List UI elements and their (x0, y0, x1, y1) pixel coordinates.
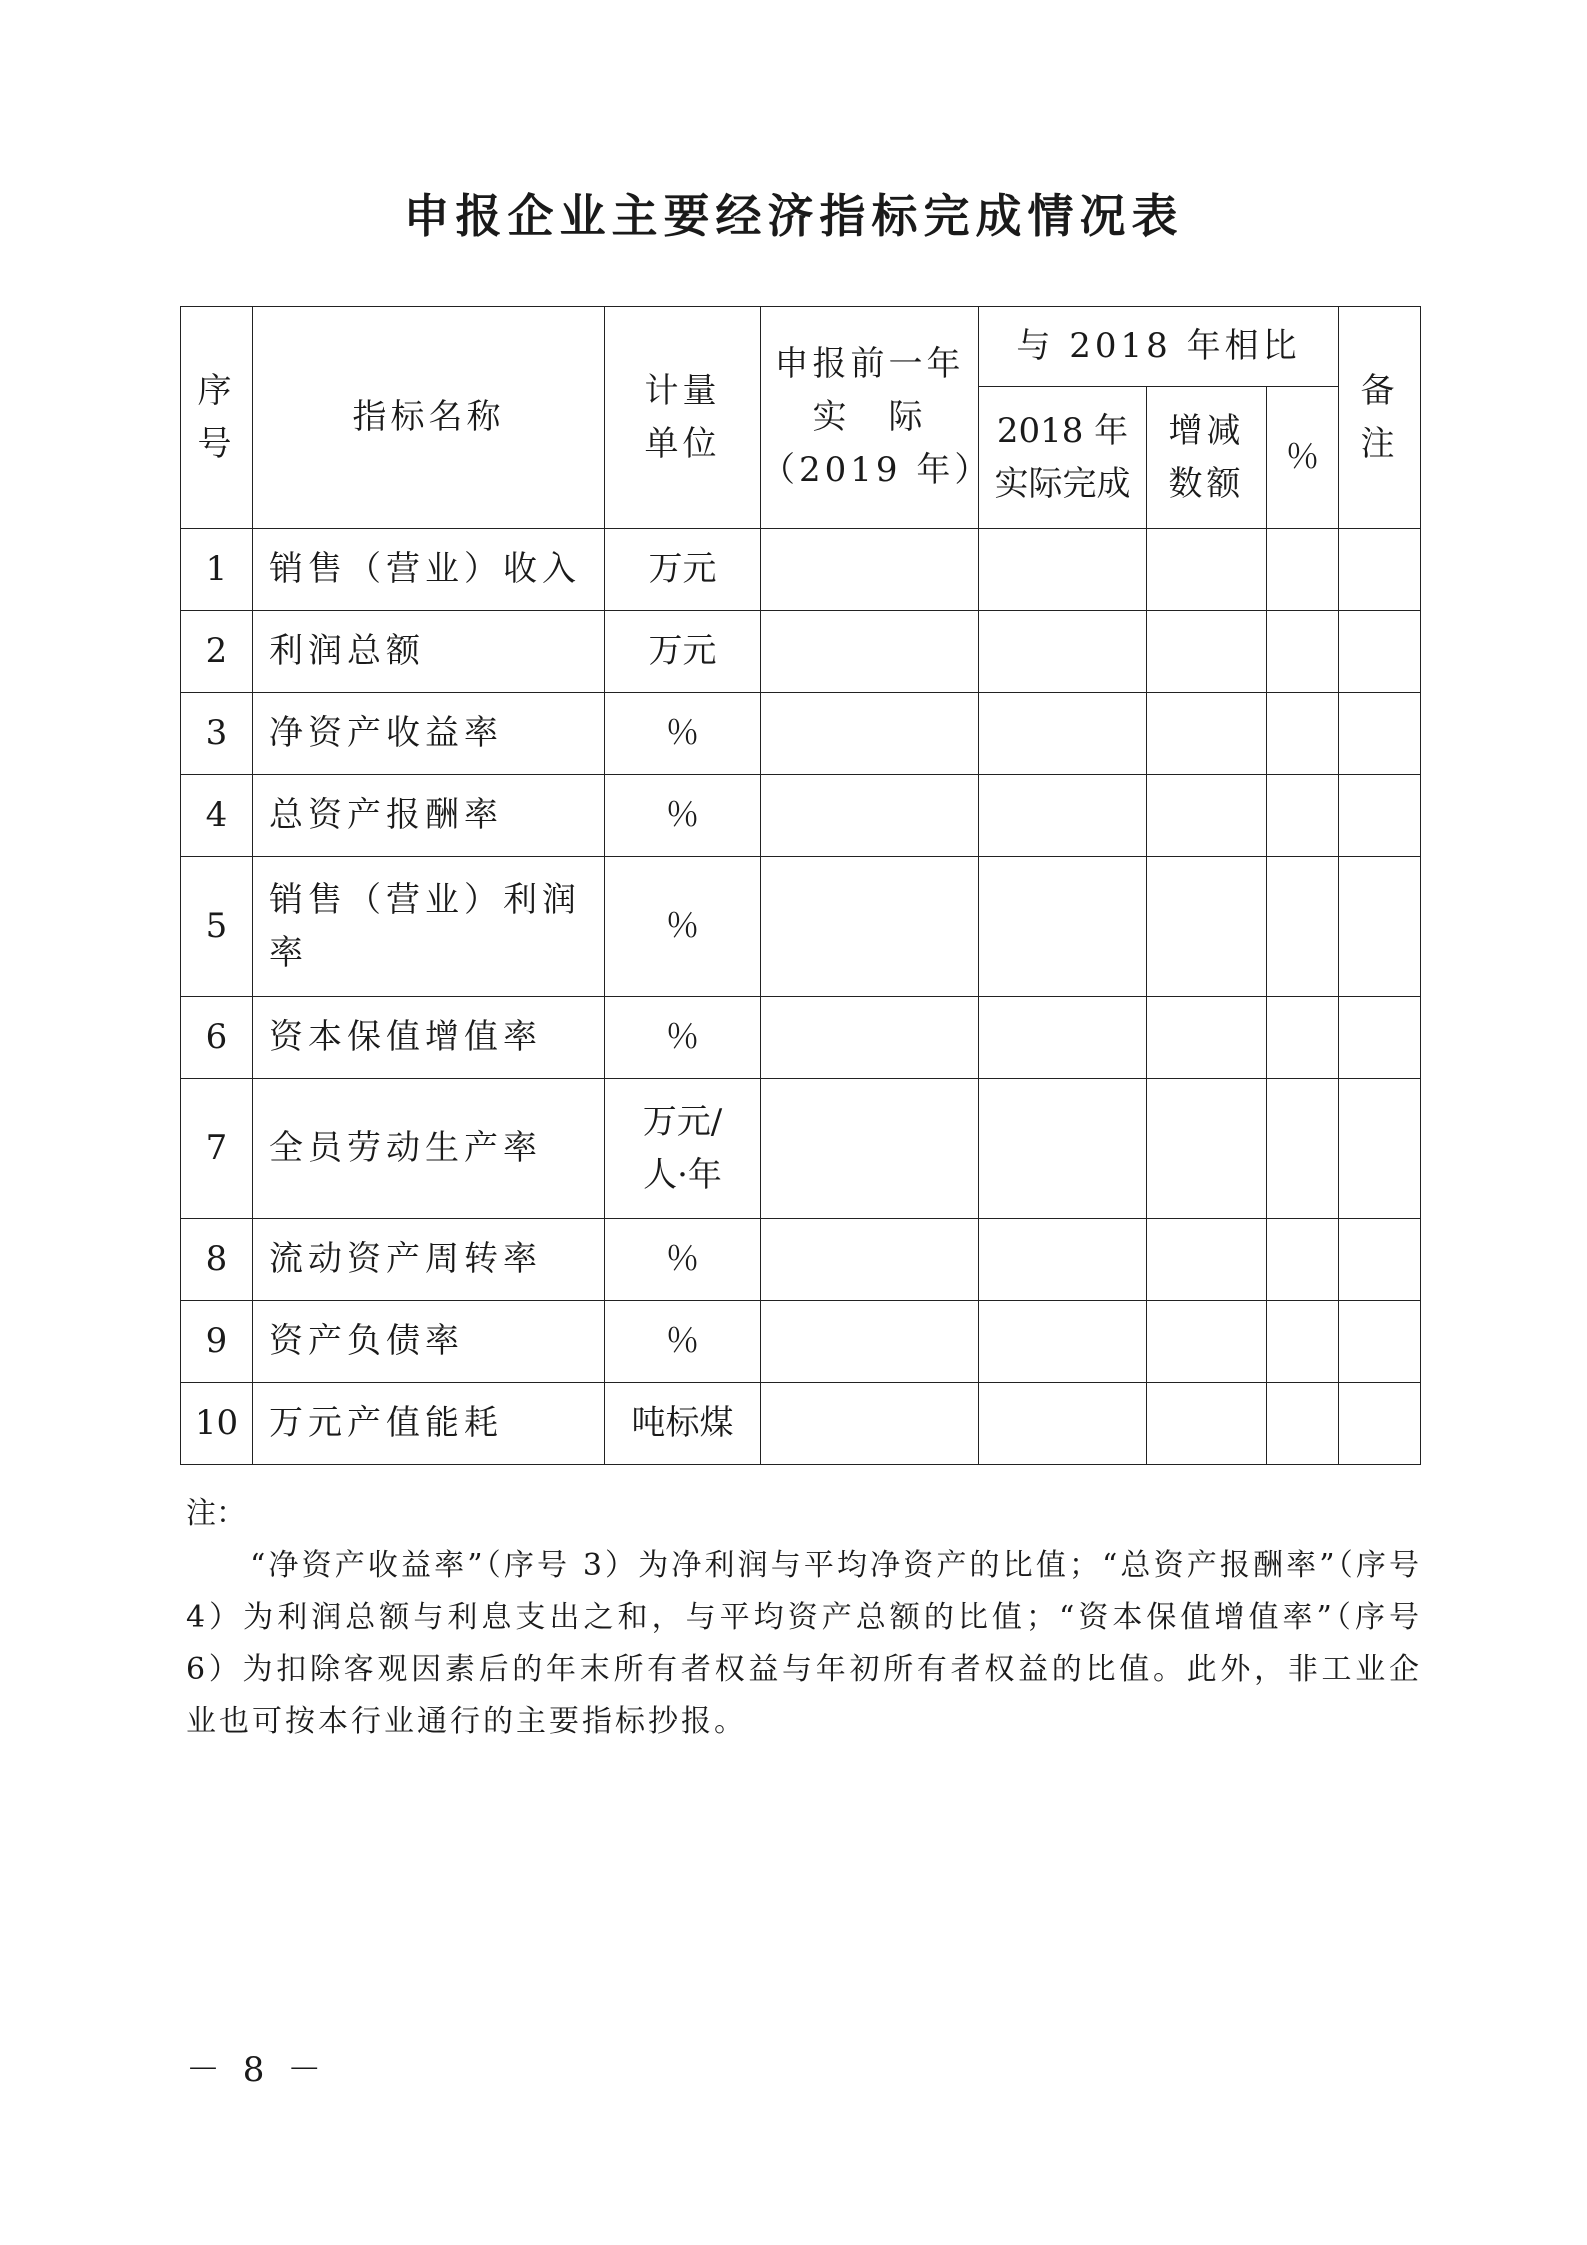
header-actual-2018: 2018 年 实际完成 (979, 387, 1147, 529)
row-actual-2018-value (979, 1219, 1147, 1301)
row-unit: ％ (605, 857, 761, 997)
row-remark-value (1339, 611, 1421, 693)
row-remark-value (1339, 1383, 1421, 1465)
row-seq: 2 (181, 611, 253, 693)
row-percent-value (1267, 775, 1339, 857)
header-indicator-name: 指标名称 (253, 307, 605, 529)
row-indicator-name: 流动资产周转率 (253, 1219, 605, 1301)
header-unit: 计量 单位 (605, 307, 761, 529)
page-number: － 8 － (186, 2050, 328, 2090)
table-row (181, 1301, 1421, 1383)
row-seq: 9 (181, 1301, 253, 1383)
row-prev-year-value (761, 1301, 979, 1383)
row-seq: 7 (181, 1079, 253, 1219)
row-change-amount-value (1147, 1079, 1267, 1219)
row-actual-2018-value (979, 775, 1147, 857)
header-prev-year-actual: 申报前一年 实 际 （2019 年） (761, 307, 979, 529)
row-unit: ％ (605, 1301, 761, 1383)
row-indicator-name: 净资产收益率 (253, 693, 605, 775)
row-unit: 吨标煤 (605, 1383, 761, 1465)
row-remark-value (1339, 1079, 1421, 1219)
row-prev-year-value (761, 997, 979, 1079)
table-row (181, 693, 1421, 775)
row-unit: ％ (605, 1219, 761, 1301)
row-percent-value (1267, 1079, 1339, 1219)
table-body (181, 529, 1421, 1465)
row-unit: ％ (605, 693, 761, 775)
row-actual-2018-value (979, 997, 1147, 1079)
row-unit: ％ (605, 775, 761, 857)
row-remark-value (1339, 775, 1421, 857)
row-change-amount-value (1147, 1301, 1267, 1383)
table-row (181, 1383, 1421, 1465)
row-indicator-name: 利润总额 (253, 611, 605, 693)
table-row (181, 529, 1421, 611)
page-title: 申报企业主要经济指标完成情况表 (403, 189, 1184, 243)
header-remark: 备 注 (1339, 307, 1421, 529)
row-seq: 3 (181, 693, 253, 775)
row-percent-value (1267, 1219, 1339, 1301)
row-actual-2018-value (979, 611, 1147, 693)
table-row (181, 1219, 1421, 1301)
row-seq: 4 (181, 775, 253, 857)
row-prev-year-value (761, 857, 979, 997)
row-percent-value (1267, 1383, 1339, 1465)
row-remark-value (1339, 529, 1421, 611)
note-text: “净资产收益率”（序号 3）为净利润与平均净资产的比值；“总资产报酬率”（序号 4）为利润总额与利息支出之和，与平均资产总额的比值；“资本保值增值率”（序号 6）为扣除客观因素后的年末所有者权益与年初所有者权益的比值。此外，非工业企业也可按本行业通行的主要指标抄报。 (186, 1548, 1422, 1739)
row-seq: 8 (181, 1219, 253, 1301)
header-change-amount: 增减 数额 (1147, 387, 1267, 529)
row-actual-2018-value (979, 857, 1147, 997)
row-change-amount-value (1147, 857, 1267, 997)
row-prev-year-value (761, 775, 979, 857)
row-percent-value (1267, 611, 1339, 693)
row-indicator-name: 销售（营业）利润率 (253, 857, 605, 997)
table-row (181, 775, 1421, 857)
header-seq: 序 号 (181, 307, 253, 529)
row-prev-year-value (761, 529, 979, 611)
row-unit: 万元 (605, 529, 761, 611)
row-change-amount-value (1147, 997, 1267, 1079)
table-row (181, 1079, 1421, 1219)
table-row (181, 997, 1421, 1079)
table-row (181, 857, 1421, 997)
row-seq: 10 (181, 1383, 253, 1465)
row-unit: 万元 (605, 611, 761, 693)
row-prev-year-value (761, 611, 979, 693)
row-remark-value (1339, 857, 1421, 997)
row-unit: 万元/ 人·年 (605, 1079, 761, 1219)
row-change-amount-value (1147, 775, 1267, 857)
row-remark-value (1339, 693, 1421, 775)
row-seq: 6 (181, 997, 253, 1079)
indicator-table (180, 306, 1421, 1465)
row-indicator-name: 销售（营业）收入 (253, 529, 605, 611)
row-change-amount-value (1147, 1383, 1267, 1465)
row-actual-2018-value (979, 529, 1147, 611)
row-indicator-name: 总资产报酬率 (253, 775, 605, 857)
row-remark-value (1339, 1301, 1421, 1383)
row-percent-value (1267, 693, 1339, 775)
row-seq: 5 (181, 857, 253, 997)
row-actual-2018-value (979, 693, 1147, 775)
row-seq: 1 (181, 529, 253, 611)
row-remark-value (1339, 1219, 1421, 1301)
row-change-amount-value (1147, 1219, 1267, 1301)
row-prev-year-value (761, 1079, 979, 1219)
row-change-amount-value (1147, 693, 1267, 775)
row-indicator-name: 资产负债率 (253, 1301, 605, 1383)
row-prev-year-value (761, 1219, 979, 1301)
row-indicator-name: 资本保值增值率 (253, 997, 605, 1079)
row-percent-value (1267, 529, 1339, 611)
note-label: 注： (186, 1496, 246, 1531)
row-unit: ％ (605, 997, 761, 1079)
header-compare-2018: 与 2018 年相比 (979, 307, 1339, 387)
row-change-amount-value (1147, 611, 1267, 693)
row-prev-year-value (761, 1383, 979, 1465)
row-change-amount-value (1147, 529, 1267, 611)
row-indicator-name: 万元产值能耗 (253, 1383, 605, 1465)
header-percent: ％ (1267, 387, 1339, 529)
row-percent-value (1267, 997, 1339, 1079)
row-actual-2018-value (979, 1383, 1147, 1465)
row-actual-2018-value (979, 1301, 1147, 1383)
row-percent-value (1267, 857, 1339, 997)
row-percent-value (1267, 1301, 1339, 1383)
table-row (181, 611, 1421, 693)
row-prev-year-value (761, 693, 979, 775)
row-remark-value (1339, 997, 1421, 1079)
row-actual-2018-value (979, 1079, 1147, 1219)
row-indicator-name: 全员劳动生产率 (253, 1079, 605, 1219)
